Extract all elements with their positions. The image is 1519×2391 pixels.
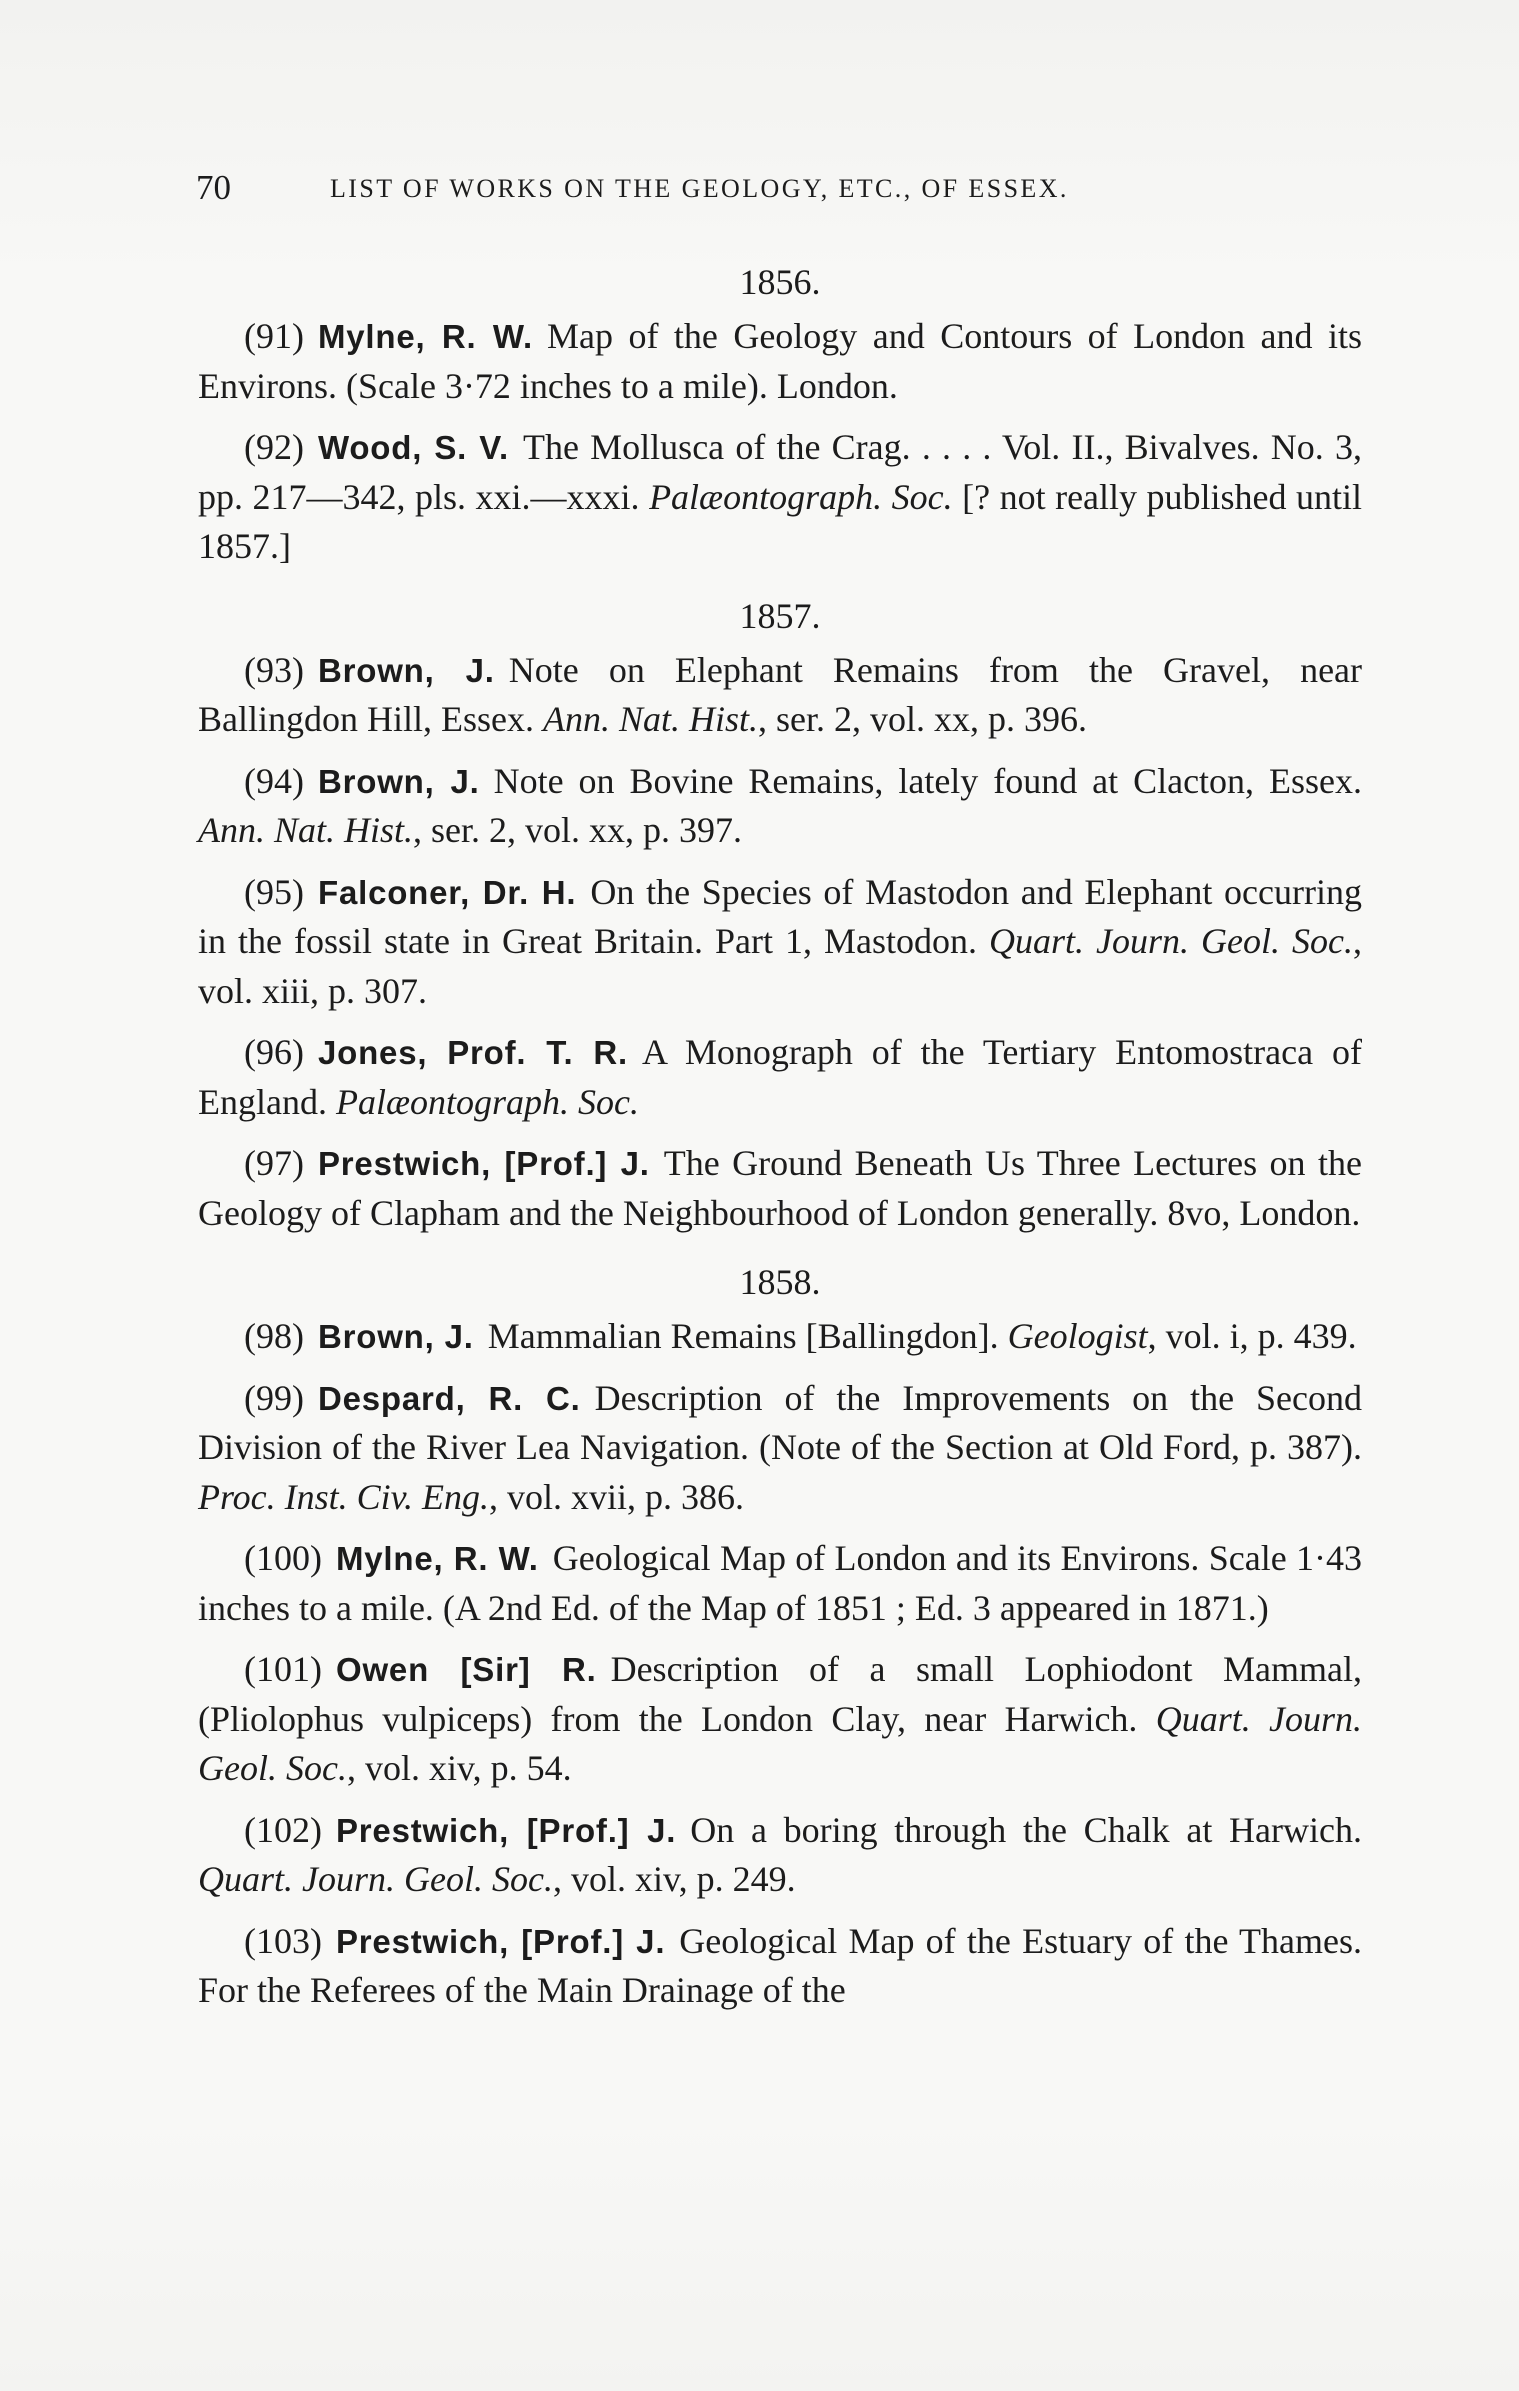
entry-number: (102) — [244, 1809, 322, 1850]
bibliography-entry — [198, 312, 1362, 411]
entry-description: A Monograph of the Tertiary Entomostraca of England. — [198, 1032, 1362, 1122]
entry-description: Geological Map of London and its Environs. Scale 1·43 inches to a mile. (A 2nd Ed. of the Map of 1851 ; Ed. 3 appeared in 1871.) — [198, 1538, 1362, 1628]
entry-author: Falconer, Dr. H. — [317, 873, 577, 911]
entry-number: (100) — [244, 1538, 322, 1578]
entry-citation: , vol. xiv, p. 249. — [552, 1859, 796, 1899]
bibliography-entry — [198, 868, 1362, 1017]
entry-description: Map of the Geology and Contours of London and its Environs. (Scale 3·72 inches to a mile). London. — [198, 316, 1362, 406]
entry-number: (101) — [244, 1649, 322, 1689]
entry-citation: , ser. 2, vol. xx, p. 397. — [413, 810, 743, 850]
entry-citation: , vol. i, p. 439. — [1147, 1316, 1357, 1356]
bibliography-text — [198, 250, 1362, 2028]
bibliography-entry — [198, 1028, 1362, 1127]
entry-journal: Quart. Journ. Geol. Soc. — [198, 1859, 553, 1899]
entry-description: Note on Bovine Remains, lately found at Clacton, Essex. — [493, 760, 1362, 801]
entry-number: (95) — [244, 871, 304, 912]
entry-author: Wood, S. V. — [317, 429, 510, 466]
entry-description: The Mollusca of the Crag. . . . . Vol. II., Bivalves. No. 3, pp. 217—342, pls. xxi.—xxxi. — [198, 427, 1362, 517]
entry-citation: , ser. 2, vol. xx, p. 396. — [758, 699, 1088, 739]
entry-description: On the Species of Mastodon and Elephant occurring in the fossil state in Great Britain. Part 1, Mastodon. — [198, 871, 1362, 961]
entry-number: (96) — [244, 1032, 304, 1072]
entry-citation: , vol. xiii, p. 307. — [198, 921, 1362, 1011]
bibliography-entry — [198, 1374, 1362, 1523]
entry-author: Prestwich, [Prof.] J. — [317, 1145, 650, 1182]
entry-journal: Palæontograph. Soc. — [649, 476, 953, 517]
entry-journal: Ann. Nat. Hist. — [543, 699, 759, 739]
entry-number: (103) — [244, 1920, 322, 1961]
bibliography-entry — [198, 1645, 1362, 1794]
entry-description: Description of the Improvements on the Second Division of the River Lea Navigation. (Note of the Section at Old Ford, p. 387). — [198, 1377, 1362, 1467]
entry-citation: , vol. xvii, p. 386. — [488, 1476, 744, 1517]
entry-author: Despard, R. C. — [317, 1379, 581, 1417]
entry-author: Brown, J. — [317, 651, 495, 689]
entry-citation: , vol. xiv, p. 54. — [346, 1748, 572, 1788]
entry-journal: Ann. Nat. Hist. — [198, 810, 414, 850]
entry-number: (92) — [244, 427, 304, 467]
entry-author: Brown, J. — [317, 1318, 474, 1355]
year-heading: 1857. — [739, 595, 821, 636]
entry-description: The Ground Beneath Us Three Lectures on the Geology of Clapham and the Neighbourhood of London generally. 8vo, London. — [198, 1143, 1362, 1233]
year-heading: 1858. — [739, 1262, 821, 1302]
entry-number: (93) — [244, 649, 304, 690]
bibliography-entry — [198, 1312, 1362, 1362]
bibliography-entry — [198, 1806, 1362, 1905]
entry-description: On a boring through the Chalk at Harwich. — [690, 1809, 1362, 1850]
entry-note: [? not really published until 1857.] — [198, 476, 1363, 566]
entry-journal: Quart. Journ. Geol. Soc. — [989, 921, 1353, 961]
page-number: 70 — [196, 168, 231, 207]
entry-author: Prestwich, [Prof.] J. — [335, 1811, 677, 1849]
entry-author: Owen [Sir] R. — [335, 1651, 597, 1688]
entry-author: Jones, Prof. T. R. — [317, 1034, 628, 1071]
entry-number: (94) — [244, 760, 304, 801]
bibliography-entry — [198, 1917, 1362, 2016]
entry-description: Note on Elephant Remains from the Gravel, near Ballingdon Hill, Essex. — [198, 649, 1363, 739]
entry-journal: Palæontograph. Soc. — [335, 1081, 639, 1122]
entry-journal: Proc. Inst. Civ. Eng. — [198, 1476, 489, 1517]
entry-number: (98) — [244, 1316, 304, 1356]
page-header — [196, 168, 1356, 216]
entry-author: Prestwich, [Prof.] J. — [335, 1922, 666, 1960]
entry-description: Mammalian Remains [Ballingdon]. — [487, 1316, 999, 1356]
year-heading: 1856. — [739, 262, 821, 302]
entry-number: (99) — [244, 1377, 304, 1418]
entry-author: Mylne, R. W. — [317, 318, 534, 355]
bibliography-entry — [198, 423, 1362, 572]
entry-number: (97) — [244, 1143, 304, 1183]
running-title: LIST OF WORKS ON THE GEOLOGY, ETC., OF ESSEX. — [330, 174, 1069, 203]
bibliography-entry — [198, 757, 1362, 856]
entry-number: (91) — [244, 316, 304, 356]
entry-author: Mylne, R. W. — [335, 1540, 539, 1577]
entry-description: Description of a small Lophiodont Mammal, (Pliolophus vulpiceps) from the London Clay, near Harwich. — [198, 1649, 1362, 1739]
entry-author: Brown, J. — [317, 762, 480, 800]
bibliography-entry — [198, 646, 1362, 745]
entry-journal: Geologist — [1007, 1316, 1148, 1356]
bibliography-entry — [198, 1139, 1362, 1238]
entry-description: Geological Map of the Estuary of the Thames. For the Referees of the Main Drainage of the — [198, 1920, 1362, 2010]
bibliography-entry — [198, 1534, 1362, 1633]
entry-journal: Quart. Journ. Geol. Soc. — [198, 1698, 1362, 1788]
